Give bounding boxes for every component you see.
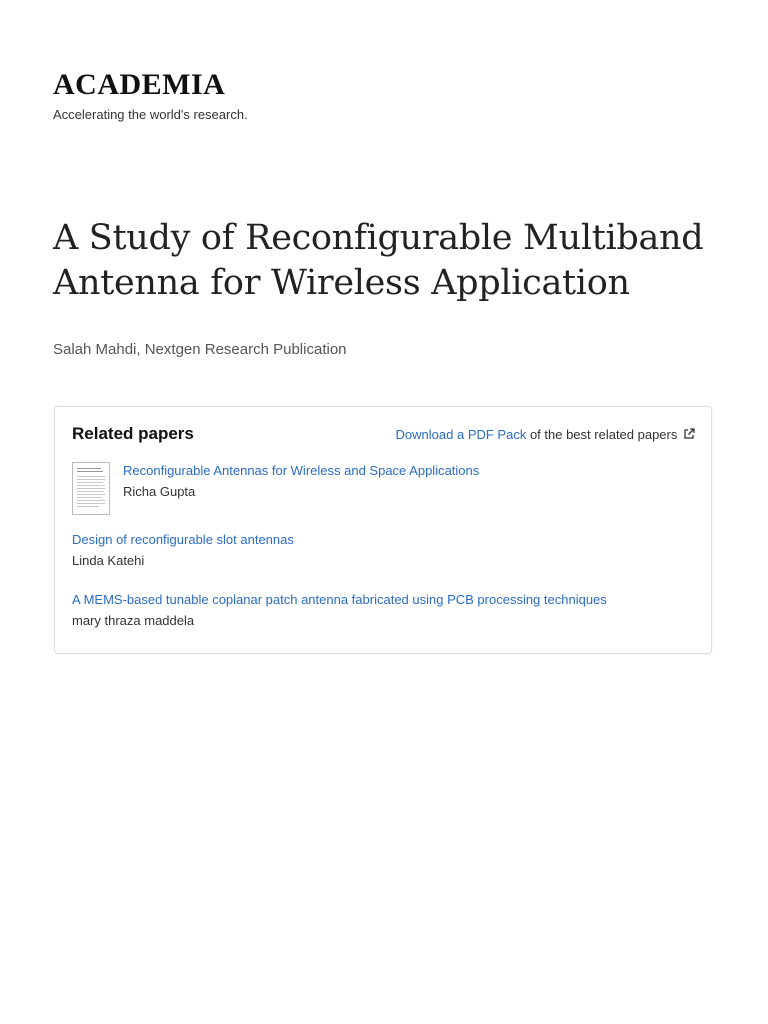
related-paper-title-link[interactable]: Design of reconfigurable slot antennas (72, 532, 294, 547)
tagline: Accelerating the world's research. (53, 107, 248, 122)
related-paper-item (72, 589, 607, 631)
academia-logo[interactable]: ACADEMIA (53, 68, 226, 101)
external-link-icon[interactable] (683, 427, 695, 439)
related-paper-item (123, 460, 479, 502)
paper-thumbnail[interactable] (72, 462, 110, 515)
related-paper-author[interactable]: Richa Gupta (123, 484, 196, 499)
download-pdf-pack-link[interactable]: Download a PDF Pack (395, 427, 527, 442)
related-paper-title-link[interactable]: A MEMS-based tunable coplanar patch antenna fabricated using PCB processing techniques (72, 592, 607, 607)
related-paper-author[interactable]: mary thraza maddela (72, 613, 195, 628)
related-papers-box (54, 406, 712, 654)
paper-title: A Study of Reconfigurable Multiband Antenna for Wireless Application (53, 218, 704, 303)
related-paper-author[interactable]: Linda Katehi (72, 553, 145, 568)
download-pdf-pack-suffix: of the best related papers (526, 427, 678, 442)
related-papers-heading: Related papers (72, 424, 194, 443)
related-paper-title-link[interactable]: Reconfigurable Antennas for Wireless and Space Applications (123, 463, 480, 478)
paper-authors: Salah Mahdi, Nextgen Research Publication (53, 341, 347, 358)
download-pdf-pack-line (396, 426, 695, 444)
related-paper-item (72, 529, 294, 571)
